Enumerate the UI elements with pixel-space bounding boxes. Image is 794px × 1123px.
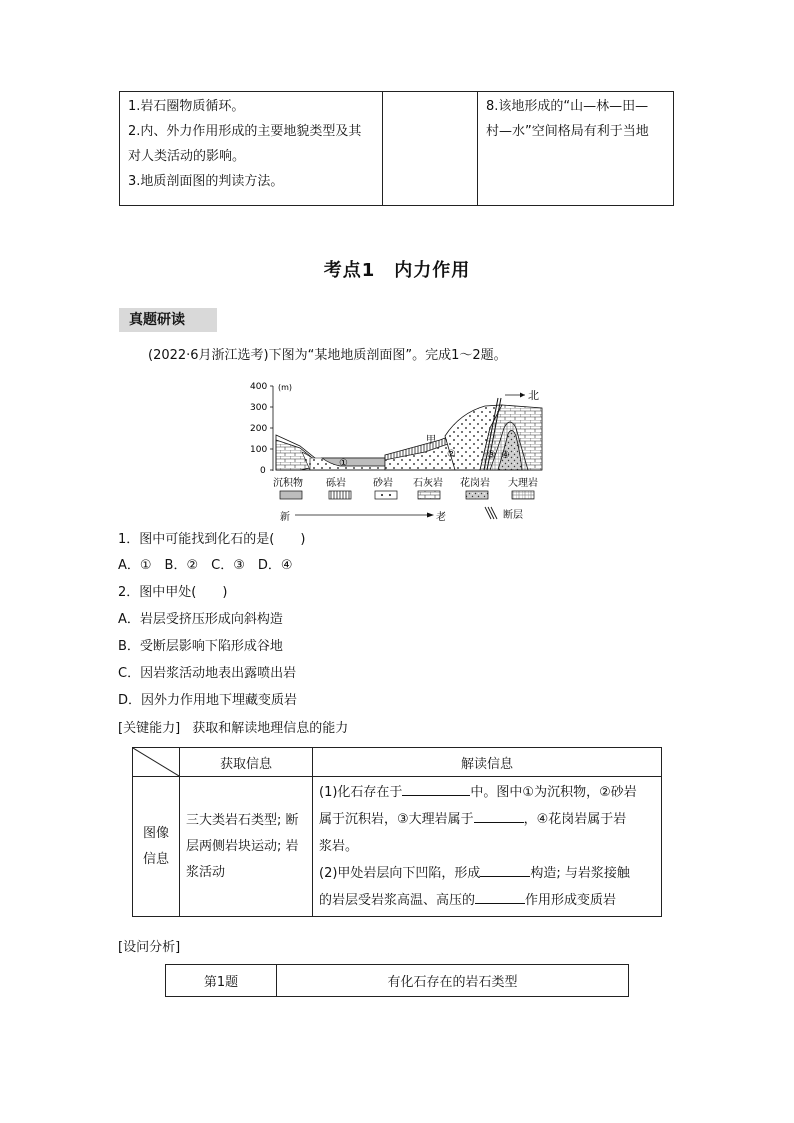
marker-2: ② [447,449,456,460]
analysis-question-cell: 第1题 [166,965,277,997]
get-info-cell [180,777,313,917]
read-text: (1)化石存在于 [319,785,403,800]
legend-label: 花岗岩 [460,478,490,489]
fill-blank-1[interactable] [402,781,470,796]
read-text: 构造; 与岩浆接触 [530,866,630,881]
marker-4: ④ [501,450,510,461]
objectives-table [119,91,674,206]
key-ability-label: [关键能力] [118,721,181,736]
objective-line: 2.内、外力作用形成的主要地貌类型及其 [128,124,362,139]
question-intro: (2022·6月浙江选考)下图为“某地地质剖面图”。完成1～2题。 [148,348,507,363]
north-label: 北 [528,389,539,402]
legend-label: 石灰岩 [413,478,443,489]
read-text: 作用形成变质岩 [525,893,617,908]
fill-blank-2[interactable] [474,808,524,823]
diagonal-line [133,748,179,776]
legend-label: 砂岩 [373,478,393,489]
read-text: (2)甲处岩层向下凹陷，形成 [319,866,481,881]
fault-icon [485,507,497,519]
objective-line: 3.地质剖面图的判读方法。 [128,174,284,189]
get-info-line: 层两侧岩块运动; 岩 [186,838,299,854]
analysis-label: [设问分析] [118,940,181,955]
marker-1: ① [339,458,348,469]
fill-blank-4[interactable] [475,889,525,904]
key-ability-line [118,716,348,742]
marker-3: ③ [487,450,496,461]
fill-blank-3[interactable] [480,862,530,877]
diagonal-header-cell [133,748,180,777]
age-arrow-icon [427,513,434,518]
legend-label: 大理岩 [508,478,538,489]
question-2-option: D．因外力作用地下埋藏变质岩 [118,693,298,708]
legend-swatch-conglomerate [329,491,351,499]
question-2-stem: 2．图中甲处( ) [118,585,228,600]
legend-label: 沉积物 [273,478,303,489]
objectives-right-cell [478,92,674,206]
read-text: 中。图中①为沉积物，②砂岩 [470,785,637,800]
question-2-option: C．因岩浆活动地表出露喷出岩 [118,666,297,681]
objective-line: 8.该地形成的“山—林—田— [486,99,649,114]
fault-label: 断层 [503,510,523,521]
header-get-info: 获取信息 [180,748,313,777]
y-tick-label: 200 [250,424,268,434]
legend-swatch-granite [466,491,488,499]
legend-swatch-limestone [418,491,440,499]
analysis-topic-cell: 有化石存在的岩石类型 [277,965,629,997]
section-title: 考点1 内力作用 [323,260,471,281]
read-text: 的岩层受岩浆高温、高压的 [319,893,476,908]
y-tick-label: 300 [250,403,268,413]
y-tick-label: 400 [250,382,268,392]
jia-label: 甲 [426,435,436,446]
section-tag: 真题研读 [119,308,217,332]
row-label-cell [133,777,180,917]
legend-swatch-sediment [280,491,302,499]
read-text: 属于沉积岩，③大理岩属于 [319,812,474,827]
objectives-left-cell [120,92,383,206]
objective-line: 1.岩石圈物质循环。 [128,99,245,114]
legend-swatch-sandstone [375,491,397,499]
y-unit: (m) [278,383,293,392]
get-info-line: 浆活动 [186,864,226,880]
age-new-label: 新 [280,512,290,523]
legend-swatch-marble [512,491,534,499]
analysis-table [165,964,629,997]
question-2-option: A．岩层受挤压形成向斜构造 [118,612,283,627]
read-text: 浆岩。 [319,839,359,854]
row-label: 信息 [142,851,169,867]
y-tick-label: 100 [250,445,268,455]
objectives-middle-cell [383,92,478,206]
question-1-options: A．① B．② C．③ D．④ [118,558,293,573]
north-arrow-icon [520,393,525,398]
geologic-cross-section-figure [240,378,560,526]
header-read-info: 解读信息 [313,748,662,777]
row-label: 图像 [142,825,169,841]
get-info-line: 三大类岩石类型; 断 [186,812,299,828]
y-tick-label: 0 [260,466,266,476]
objective-line: 对人类活动的影响。 [128,149,246,164]
key-ability-table [132,747,662,917]
objective-line: 村—水”空间格局有利于当地 [486,124,649,139]
read-text: ，④花岗岩属于岩 [523,812,627,827]
legend-label: 砾岩 [326,478,346,489]
read-info-cell [313,777,662,917]
question-1-stem: 1．图中可能找到化石的是( ) [118,532,306,547]
question-2-option: B．受断层影响下陷形成谷地 [118,639,283,654]
age-old-label: 老 [436,512,446,523]
key-ability-text: 获取和解读地理信息的能力 [192,721,349,736]
